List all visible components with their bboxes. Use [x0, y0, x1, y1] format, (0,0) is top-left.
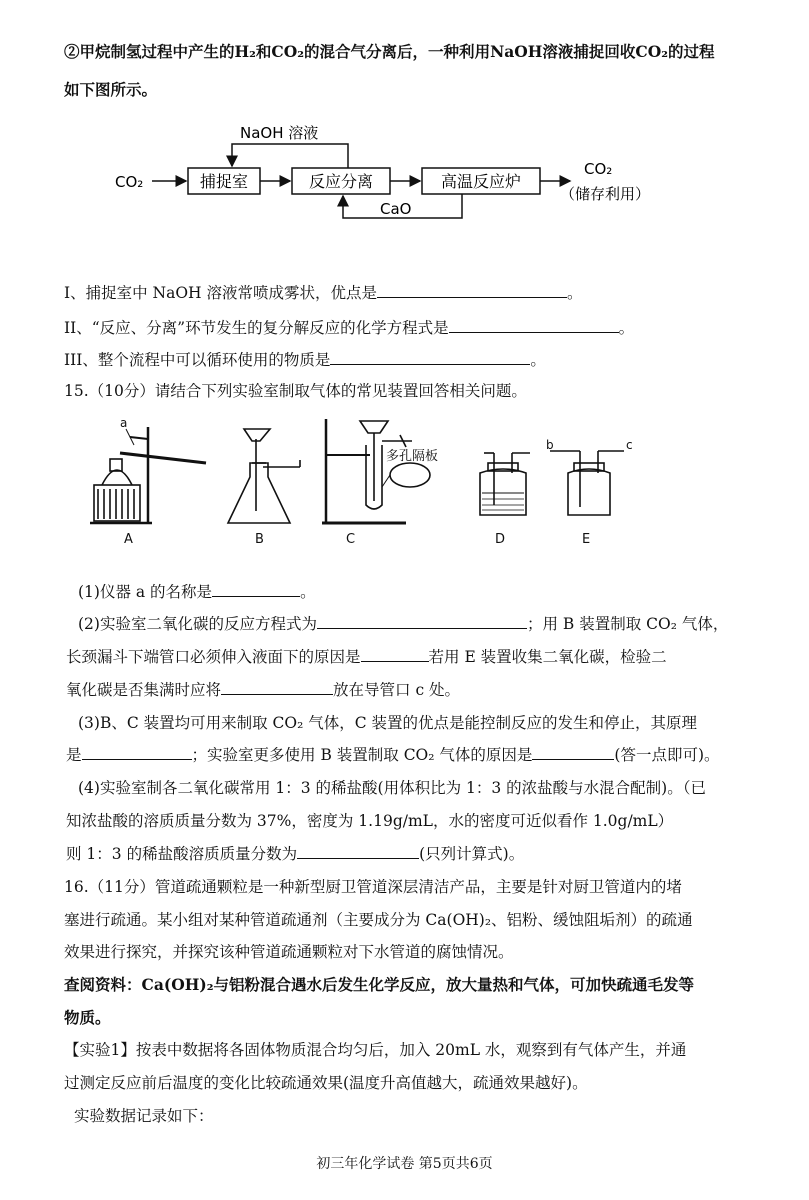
q16-experiment-line-1: 【实验1】按表中数据将各固体物质混合均匀后，加入 20mL 水，观察到有气体产生，并通: [64, 1041, 687, 1059]
q15-part-2-line-3: [66, 680, 460, 700]
q15-answer-4[interactable]: [297, 844, 419, 859]
apparatus-b: [228, 429, 300, 523]
apparatus-d: [480, 453, 530, 515]
q16-reference-line-2: 物质。: [64, 1008, 111, 1027]
capture-flow-diagram: [100, 118, 720, 233]
co2-in-label: CO₂: [115, 173, 144, 191]
q15-answer-3b[interactable]: [532, 745, 614, 760]
intro-line-2: 如下图所示。: [64, 80, 158, 99]
q15-part-2-text-c: 长颈漏斗下端管口必须伸入液面下的原因是: [66, 648, 361, 666]
co2-out-label: CO₂: [584, 160, 613, 178]
q14-answer-1[interactable]: [377, 283, 567, 298]
q15-part-1-end: 。: [300, 583, 316, 601]
q15-part-3-line-1: (3)B、C 装置均可用来制取 CO₂ 气体，C 装置的优点是能控制反应的发生和停止，其原理: [78, 714, 698, 732]
q16-reference-line-1: 查阅资料：Ca(OH)₂与铝粉混合遇水后发生化学反应，放大量热和气体，可加快疏通毛发等: [64, 975, 694, 994]
apparatus-e: [546, 438, 633, 515]
high-temp-furnace-label: 高温反应炉: [440, 172, 522, 191]
cao-label: CaO: [380, 200, 412, 218]
label-b-marker: b: [546, 438, 554, 452]
q15-title: 15.（10分）请结合下列实验室制取气体的常见装置回答相关问题。: [64, 382, 527, 400]
label-a-marker: a: [120, 416, 128, 430]
q15-part-4-line-3: [66, 844, 524, 864]
q15-part-1: [78, 582, 316, 602]
q14-part-3: [64, 350, 546, 370]
q15-part-3-text-d: (答一点即可)。: [614, 746, 720, 764]
q14-part-2: [64, 318, 634, 338]
q15-part-3-text-b: 是: [66, 746, 82, 764]
q15-part-4-line-1: (4)实验室制各二氧化碳常用 1：3 的稀盐酸(用体积比为 1：3 的浓盐酸与水混合配制)。（已: [78, 779, 706, 797]
q16-line-1: 16.（11分）管道疏通颗粒是一种新型厨卫管道深层清洁产品，主要是针对厨卫管道内的堵: [64, 878, 682, 896]
q15-answer-1[interactable]: [212, 582, 300, 597]
q16-line-3: 效果进行探究，并探究该种管道疏通颗粒对下水管道的腐蚀情况。: [64, 943, 514, 961]
q16-data-record-label: 实验数据记录如下：: [74, 1107, 214, 1125]
q15-part-3-text-c: ；实验室更多使用 B 装置制取 CO₂ 气体的原因是: [191, 746, 533, 764]
apparatus-label-a: A: [124, 532, 133, 547]
q15-part-4-text-d: (只列计算式)。: [419, 845, 525, 863]
q14-part-1: [64, 283, 583, 303]
apparatus-figure: [90, 415, 650, 550]
apparatus-a: [90, 416, 206, 523]
q15-part-2-line-1: [78, 614, 728, 634]
apparatus-label-b: B: [255, 532, 264, 547]
naoh-recycle-line: [232, 144, 348, 168]
q14-part-2-end: 。: [618, 319, 635, 337]
q14-part-2-text: II、“反应、分离”环节发生的复分解反应的化学方程式是: [64, 319, 449, 337]
q14-answer-3[interactable]: [330, 350, 530, 365]
q15-answer-2c[interactable]: [221, 680, 333, 695]
page-footer: 初三年化学试卷 第5页共6页: [316, 1156, 493, 1172]
q16-experiment-line-2: 过测定反应前后温度的变化比较疏通效果(温度升高值越大，疏通效果越好)。: [64, 1074, 588, 1092]
apparatus-label-c: C: [346, 532, 356, 547]
q15-part-4-text-c: 则 1：3 的稀盐酸溶质质量分数为: [66, 845, 298, 863]
q15-answer-3a[interactable]: [82, 745, 192, 760]
q14-part-3-end: 。: [530, 351, 546, 369]
q15-part-2-text-e: 氧化碳是否集满时应将: [66, 681, 222, 699]
q14-part-3-text: III、整个流程中可以循环使用的物质是: [64, 351, 331, 369]
capture-chamber-label: 捕捉室: [199, 172, 249, 191]
q15-part-2-text-a: (2)实验室二氧化碳的反应方程式为: [78, 615, 317, 633]
q15-part-3-line-2: [66, 745, 720, 765]
q15-part-2-text-f: 放在导管口 c 处。: [333, 681, 461, 699]
q15-part-4-line-2: 知浓盐酸的溶质质量分数为 37%，密度为 1.19g/mL，水的密度可近似看作 1.0g/mL）: [66, 812, 674, 830]
storage-label: （储存利用）: [560, 185, 651, 203]
q14-answer-2[interactable]: [449, 318, 619, 333]
apparatus-label-e: E: [582, 532, 591, 547]
q15-part-2-text-d: 若用 E 装置收集二氧化碳，检验二: [428, 648, 667, 666]
q15-part-2-text-b: ；用 B 装置制取 CO₂ 气体，: [526, 615, 729, 633]
intro-line-1: ②甲烷制氢过程中产生的H₂和CO₂的混合气分离后，一种利用NaOH溶液捕捉回收CO₂的过程: [64, 42, 715, 61]
apparatus-label-d: D: [495, 532, 506, 547]
naoh-label: NaOH 溶液: [240, 124, 319, 142]
reaction-separation-label: 反应分离: [308, 172, 374, 191]
porous-plate-label: 多孔隔板: [386, 449, 439, 464]
q14-part-1-end: 。: [567, 284, 583, 302]
apparatus-c: [322, 419, 438, 523]
q15-answer-2a[interactable]: [317, 614, 527, 629]
q16-line-2: 塞进行疏通。某小组对某种管道疏通剂（主要成分为 Ca(OH)₂、铝粉、缓蚀阻垢剂）的疏通: [64, 911, 693, 929]
q14-part-1-text: I、捕捉室中 NaOH 溶液常喷成雾状，优点是: [64, 284, 378, 302]
q15-answer-2b[interactable]: [361, 647, 429, 662]
q15-part-1-text: (1)仪器 a 的名称是: [78, 583, 213, 601]
q15-part-2-line-2: [66, 647, 667, 667]
label-c-marker: c: [626, 438, 633, 452]
